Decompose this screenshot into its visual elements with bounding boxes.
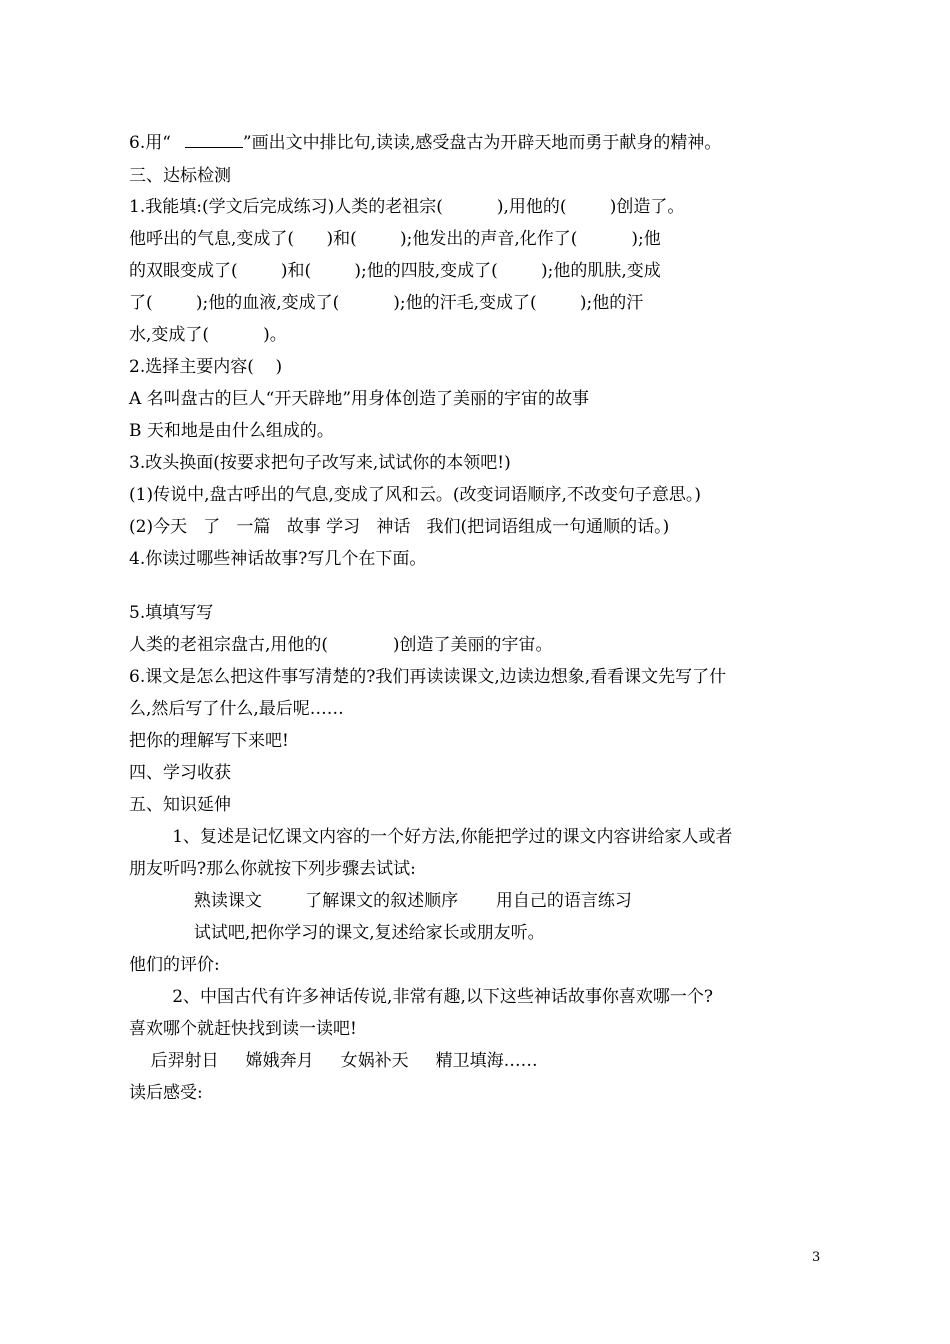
page-number: 3 xyxy=(812,1250,821,1265)
fill-line-4: 了( );他的血液,变成了( );他的汗毛,变成了( );他的汗 xyxy=(129,293,644,313)
underline-blank xyxy=(185,133,243,148)
fill-line-1: 1.我能填:(学文后完成练习)人类的老祖宗( ),用他的( )创造了。 xyxy=(129,197,685,217)
question-6b-line-2: 么,然后写了什么,最后呢…… xyxy=(129,699,344,719)
extension-1-steps: 熟读课文 了解课文的叙述顺序 用自己的语言练习 xyxy=(129,891,632,911)
extension-1-line-1: 1、复述是记忆课文内容的一个好方法,你能把学过的课文内容讲给家人或者 xyxy=(129,827,733,847)
section-heading-5: 五、知识延伸 xyxy=(129,795,231,815)
extension-2-line-1: 2、中国古代有许多神话传说,非常有趣,以下这些神话故事你喜欢哪一个? xyxy=(129,987,713,1007)
question-2: 2.选择主要内容( ) xyxy=(129,357,283,377)
q6-text-end: ”画出文中排比句,读读,感受盘古为开辟天地而勇于献身的精神。 xyxy=(242,133,722,153)
question-5-line: 人类的老祖宗盘古,用他的( )创造了美丽的宇宙。 xyxy=(129,635,553,655)
question-4: 4.你读过哪些神话故事?写几个在下面。 xyxy=(129,549,427,569)
fill-line-3: 的双眼变成了( )和( );他的四肢,变成了( );他的肌肤,变成 xyxy=(129,261,661,281)
section-heading-3: 三、达标检测 xyxy=(129,166,231,186)
fill-line-5: 水,变成了( )。 xyxy=(129,325,287,345)
fill-line-2: 他呼出的气息,变成了( )和( );他发出的声音,化作了( );他 xyxy=(129,229,661,249)
extension-2-story-list: 后羿射日 嫦娥奔月 女娲补天 精卫填海…… xyxy=(129,1051,538,1071)
question-3-2: (2)今天 了 一篇 故事 学习 神话 我们(把词语组成一句通顺的话。) xyxy=(129,517,670,537)
extension-1-evaluation: 他们的评价: xyxy=(129,955,220,975)
question-3: 3.改头换面(按要求把句子改写来,试试你的本领吧!) xyxy=(129,453,511,473)
question-3-1: (1)传说中,盘古呼出的气息,变成了风和云。(改变词语顺序,不改变句子意思。) xyxy=(129,485,702,505)
section-heading-4: 四、学习收获 xyxy=(129,763,231,783)
question-6b-line-1: 6.课文是怎么把这件事写清楚的?我们再读读课文,边读边想象,看看课文先写了什 xyxy=(129,667,727,687)
question-5: 5.填填写写 xyxy=(129,603,214,623)
question-6b-line-3: 把你的理解写下来吧! xyxy=(129,731,289,751)
extension-1-try: 试试吧,把你学习的课文,复述给家长或朋友听。 xyxy=(129,923,545,943)
extension-2-line-2: 喜欢哪个就赶快找到读一读吧! xyxy=(129,1019,357,1039)
extension-2-feelings: 读后感受: xyxy=(129,1083,203,1103)
extension-1-line-2: 朋友听吗?那么你就按下列步骤去试试: xyxy=(129,859,416,879)
q6-underline-line xyxy=(129,132,721,154)
q6-text-start: 6.用“ xyxy=(129,133,171,153)
option-a: A 名叫盘古的巨人“开天辟地”用身体创造了美丽的宇宙的故事 xyxy=(129,389,590,409)
option-b: B 天和地是由什么组成的。 xyxy=(129,421,334,441)
